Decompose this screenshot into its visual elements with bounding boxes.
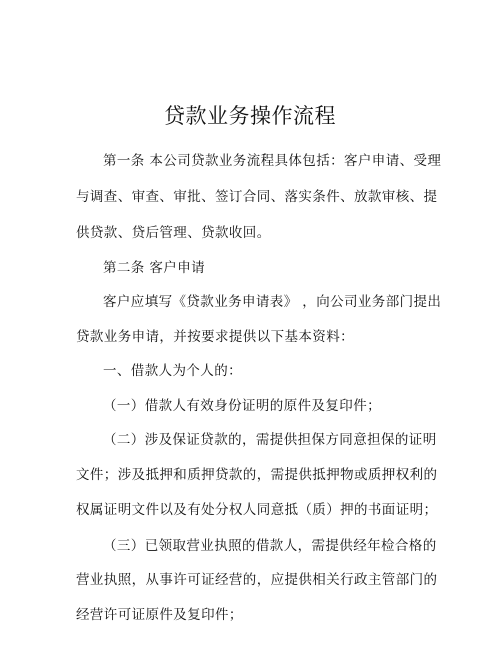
paragraph-line: 供贷款、贷后管理、贷款收回。 [76, 225, 271, 241]
list-item: （三）已领取营业执照的借款人，需提供经年检合格的 [103, 538, 437, 554]
paragraph-line: 客户应填写《贷款业务申请表》 ，向公司业务部门提出 [103, 294, 442, 310]
paragraph-line: 与调查、审查、审批、签订合同、落实条件、放款审核、提 [76, 189, 438, 205]
list-heading: 一、借款人为个人的： [103, 363, 242, 379]
paragraph-line: 权属证明文件以及有处分权人同意抵（质）押的书面证明； [76, 502, 438, 518]
paragraph-line: 营业执照，从事许可证经营的，应提供相关行政主管部门的 [76, 572, 438, 588]
document-title: 贷款业务操作流程 [164, 104, 336, 128]
paragraph-line: 第一条 本公司贷款业务流程具体包括：客户申请、受理 [103, 153, 442, 169]
paragraph-line: 经营许可证原件及复印件； [76, 607, 243, 623]
paragraph-line: 文件；涉及抵押和质押贷款的，需提供抵押物或质押权利的 [76, 467, 438, 483]
paragraph-line: 贷款业务申请，并按要求提供以下基本资料： [76, 329, 354, 345]
section-heading: 第二条 客户申请 [103, 260, 205, 276]
list-item: （二）涉及保证贷款的，需提供担保方同意担保的证明 [103, 432, 437, 448]
list-item: （一）借款人有效身份证明的原件及复印件； [103, 398, 381, 414]
